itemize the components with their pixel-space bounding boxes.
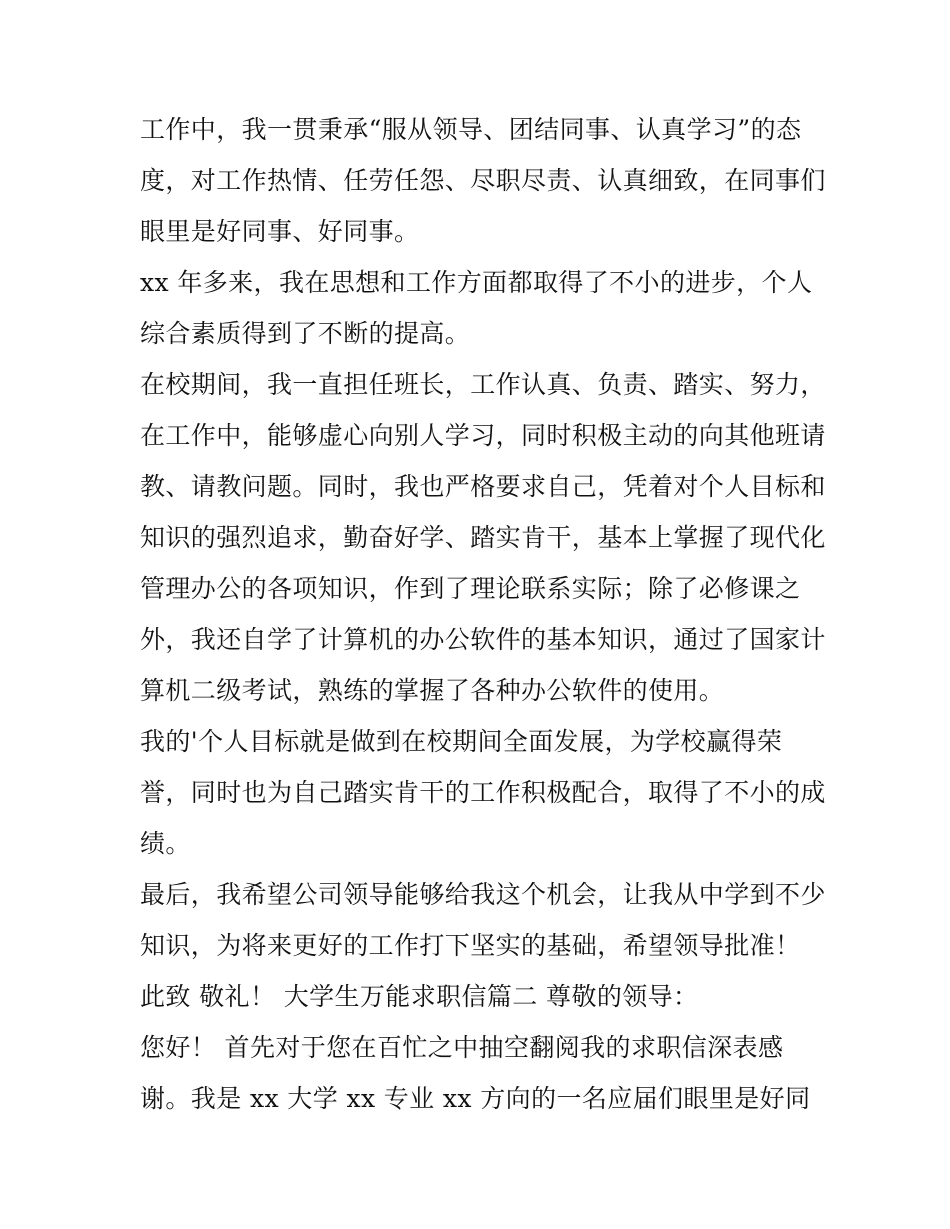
text-line: xx 年多来，我在思想和工作方面都取得了不小的进步，个人 [140,268,813,297]
text-line: 外，我还自学了计算机的办公软件的基本知识，通过了国家计 [140,625,826,654]
text-line: 在校期间，我一直担任班长，工作认真、负责、踏实、努力， [140,370,826,399]
text-line: 教、请教问题。同时，我也严格要求自己，凭着对个人目标和 [140,472,826,501]
document-body [140,104,826,1124]
text-line: 我的'个人目标就是做到在校期间全面发展，为学校赢得荣 [140,727,783,756]
text-line: 综合素质得到了不断的提高。 [140,319,471,348]
text-line: 您好！ 首先对于您在百忙之中抽空翻阅我的求职信深表感 [140,1033,784,1062]
text-line: 眼里是好同事、好同事。 [140,217,420,246]
text-line: 誉，同时也为自己踏实肯干的工作积极配合，取得了不小的成 [140,778,826,807]
text-line: 算机二级考试，熟练的掌握了各种办公软件的使用。 [140,676,725,705]
text-line: 最后，我希望公司领导能够给我这个机会，让我从中学到不少 [140,880,826,909]
text-line: 度，对工作热情、任劳任怨、尽职尽责、认真细致，在同事们 [140,166,826,195]
text-line: 谢。我是 xx 大学 xx 专业 xx 方向的一名应届们眼里是好同 [140,1084,811,1113]
text-line: 绩。 [140,829,191,858]
text-line: 管理办公的各项知识，作到了理论联系实际；除了必修课之 [140,574,801,603]
text-line: 知识的强烈追求，勤奋好学、踏实肯干，基本上掌握了现代化 [140,523,826,552]
text-line: 知识，为将来更好的工作打下坚实的基础，希望领导批准！ [140,931,801,960]
text-line: 此致 敬礼！ 大学生万能求职信篇二 尊敬的领导： [140,982,699,1011]
text-line: 工作中，我一贯秉承“服从领导、团结同事、认真学习”的态 [140,115,802,144]
text-line: 在工作中，能够虚心向别人学习，同时积极主动的向其他班请 [140,421,826,450]
